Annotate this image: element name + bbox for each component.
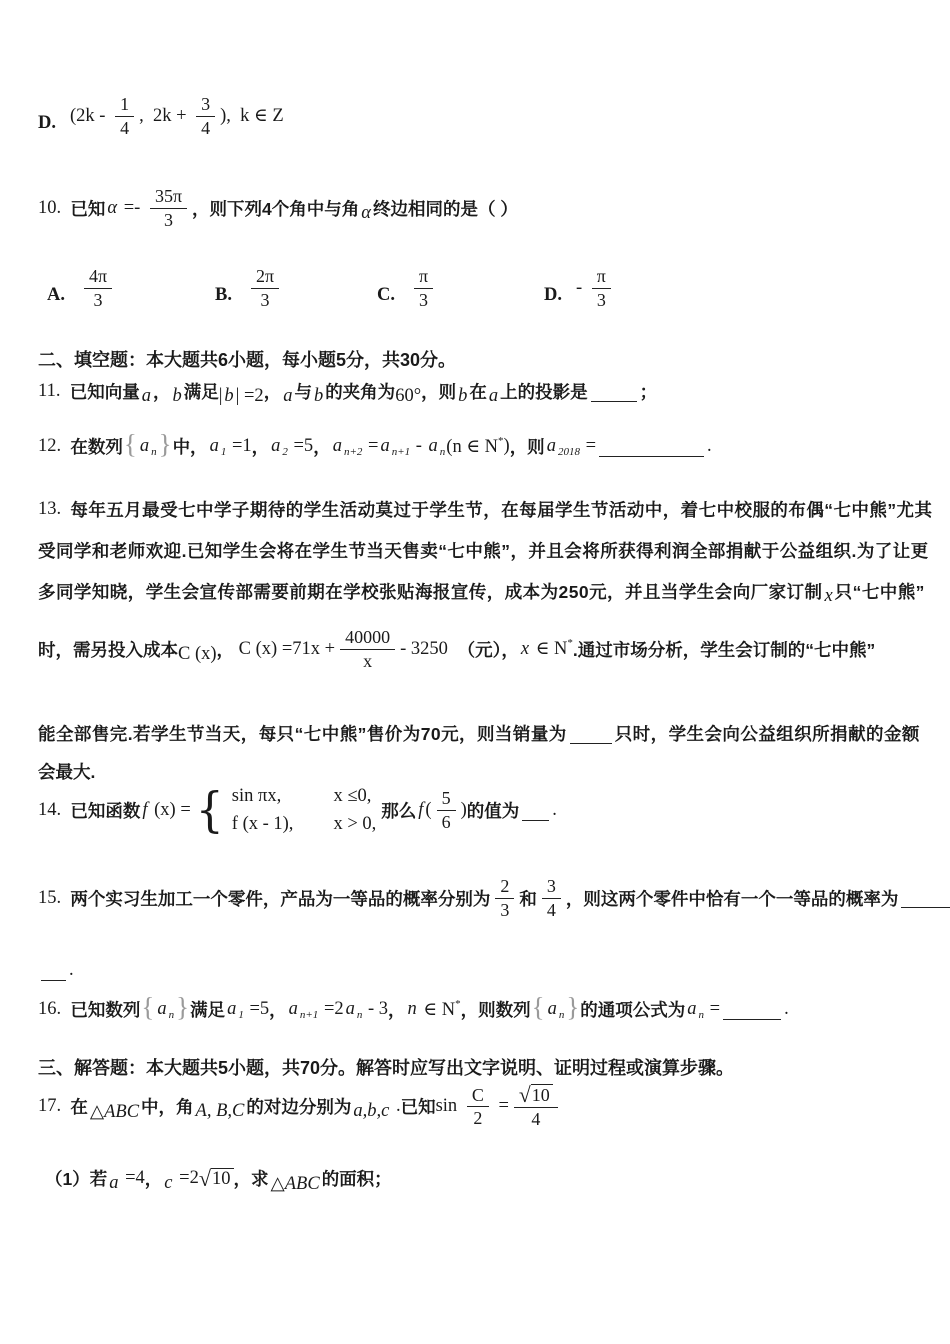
math-run: sin [435, 1096, 462, 1117]
question10-option-c [377, 266, 438, 310]
sequence-brace-icon: { [123, 429, 137, 459]
math-var: a [547, 999, 557, 1019]
math-run: C (x) =71x + [234, 638, 336, 659]
subscript: n [698, 1008, 705, 1021]
radical-icon: √ [518, 1083, 531, 1108]
subscript: n [558, 1008, 565, 1021]
text-run: 满足 [183, 382, 219, 402]
math-var: α [361, 202, 371, 223]
text-run: 能全部售完.若学生节当天，每只“七中熊”售价为70元，则当销量为 [38, 724, 567, 744]
question17-part1 [45, 1165, 392, 1194]
fraction-numerator: 4π [84, 266, 112, 289]
text-run: ，则这两个零件中恰有一个一等品的概率为 [565, 888, 899, 909]
text-run: ， [216, 639, 235, 660]
math-run: 11. [38, 381, 70, 401]
math-var: c [164, 1173, 173, 1193]
math-run: . [391, 1096, 401, 1117]
fraction-numerator: 40000 [340, 627, 395, 650]
text-run: ，求 [233, 1169, 269, 1189]
math-run: = [363, 436, 379, 456]
fraction-denominator: 4 [120, 117, 130, 138]
question13-line6 [38, 759, 95, 784]
math-var: a [209, 436, 219, 456]
answer-blank [41, 979, 66, 981]
fraction [467, 1085, 489, 1129]
question17-stem [38, 1084, 563, 1129]
text-run: 那么 [381, 801, 417, 821]
math-run: 60° [395, 386, 422, 406]
math-var: △ABC [270, 1173, 320, 1194]
subscript: n [168, 1008, 175, 1021]
answer-blank [901, 906, 950, 908]
option-label: B. [215, 285, 232, 306]
text-run: ， [269, 1000, 287, 1020]
math-var: a [687, 999, 697, 1019]
fraction-numerator: 1 [115, 94, 134, 117]
fraction-numerator: 2π [251, 266, 279, 289]
text-run: 的值为 [466, 801, 520, 821]
math-run: . [707, 436, 712, 456]
math-run: = [580, 436, 596, 456]
text-run: 中， [172, 437, 208, 457]
text-run: ， [388, 1000, 406, 1020]
math-run: (x) = [149, 800, 191, 820]
math-var: a [332, 436, 342, 456]
math-run: . [69, 960, 74, 980]
text-run: 满足 [190, 1000, 226, 1020]
fraction [340, 627, 395, 671]
math-var: a [488, 386, 499, 406]
question13-line1 [38, 497, 932, 522]
math-run: - [411, 436, 427, 456]
math-run: ) [460, 800, 467, 820]
fraction-denominator: x [363, 650, 373, 671]
fraction-denominator: 4 [201, 117, 211, 138]
math-run: - [576, 277, 587, 298]
subscript: 2 [282, 445, 288, 458]
math-var: a [283, 386, 293, 406]
math-run: (n ∈ N [446, 436, 499, 457]
math-var: a [109, 1173, 119, 1193]
math-run: =5 [288, 436, 314, 456]
math-run: ∈ N [531, 639, 568, 660]
math-run: , 2k + [139, 105, 192, 126]
answer-blank [591, 400, 637, 402]
math-var: b [172, 386, 182, 406]
answer-blank [723, 1018, 781, 1020]
math-var: a [345, 999, 355, 1019]
math-var: △ABC [89, 1101, 140, 1122]
question11 [38, 379, 657, 404]
fraction [542, 876, 561, 920]
math-run: ∈ N [418, 999, 456, 1020]
case-entry: sin πx, [231, 786, 282, 806]
math-var: A, B,C [195, 1101, 245, 1122]
fraction [150, 186, 187, 230]
math-var: a [428, 436, 438, 456]
text-run: 多同学知晓，学生会宣传部需要前期在学校张贴海报宣传，成本为250元，并且当学生会向厂家订制 [38, 582, 823, 602]
math-run: | [218, 386, 223, 406]
text-run: 两个实习生加工一个零件，产品为一等品的概率分别为 [70, 888, 491, 909]
math-var: a [157, 999, 167, 1019]
math-run: (2k - [70, 105, 111, 126]
text-run: 已知向量 [69, 382, 140, 402]
text-run: 和 [519, 888, 537, 909]
subscript: 1 [220, 445, 227, 458]
math-var: f [142, 800, 148, 820]
math-run: =1 [227, 436, 252, 456]
text-run: 与 [294, 382, 312, 402]
math-var: a [288, 999, 298, 1019]
fraction-denominator: 4 [531, 1108, 541, 1129]
fraction-denominator: 4 [546, 899, 556, 920]
math-run: 10. [38, 197, 71, 218]
math-run: 16. [38, 999, 71, 1019]
text-run: 上的投影是 [500, 382, 588, 402]
superscript: * [567, 637, 573, 650]
text-run: ，则 [509, 437, 545, 457]
question10-option-b [215, 266, 284, 310]
math-run: 17. [38, 1096, 71, 1117]
question10-option-d [544, 266, 616, 310]
math-run: 14. [38, 800, 71, 820]
math-var: n [407, 999, 417, 1019]
question10-option-a [47, 266, 117, 310]
fraction-numerator: 5 [437, 788, 456, 811]
text-run: 在 [469, 382, 487, 402]
fraction-numerator: 35π [150, 186, 187, 209]
math-run: =2 [174, 1168, 199, 1188]
text-run: 会最大. [38, 762, 96, 782]
heading-text: 二、填空题：本大题共6小题，每小题5分，共30分。 [38, 350, 457, 370]
text-run: 的面积； [321, 1169, 392, 1189]
subscript: n+1 [391, 445, 411, 458]
fraction-numerator: C [467, 1085, 489, 1108]
text-run: ， [251, 437, 270, 457]
text-run: 在数列 [70, 437, 123, 457]
math-var: a [546, 436, 556, 456]
math-run: = [493, 1096, 509, 1117]
math-run: ), k ∈ Z [220, 106, 284, 127]
math-run: ( [425, 800, 432, 820]
fraction [495, 876, 514, 920]
math-run: =5 [244, 999, 270, 1019]
fraction-denominator: 6 [441, 812, 451, 832]
text-run: ； [639, 382, 658, 402]
option-label: A. [47, 285, 65, 306]
fraction [592, 266, 611, 310]
fraction [514, 1084, 558, 1129]
option-label: D. [544, 285, 562, 306]
math-var: a [380, 436, 390, 456]
radicand-text: 10 [211, 1168, 234, 1189]
case-entry: x > 0, [333, 814, 377, 834]
option-label: C. [377, 285, 395, 306]
math-var: x [520, 638, 530, 659]
math-run: =- [119, 197, 145, 218]
math-var: b [313, 386, 324, 406]
text-run: 的对边分别为 [246, 1097, 352, 1118]
sqrt-expression [198, 1165, 234, 1191]
text-run: ，则数列 [460, 1000, 531, 1020]
math-var: a [227, 999, 237, 1019]
math-var: a,b,c [353, 1101, 390, 1122]
subscript: 1 [238, 1008, 244, 1021]
text-run: （元）， [447, 639, 519, 660]
math-run: - 3250 [400, 638, 448, 659]
text-run: 中，角 [141, 1097, 194, 1118]
question12 [38, 429, 712, 460]
case-entry: f (x - 1), [231, 814, 294, 834]
math-var: a [141, 386, 151, 406]
question13-cost-formula-line [38, 627, 875, 671]
text-run: 在 [70, 1097, 88, 1118]
section3-header [38, 1054, 734, 1080]
math-var: b [224, 386, 234, 406]
option-label: D. [38, 113, 56, 134]
fraction-denominator: 3 [500, 899, 510, 920]
sequence-brace-icon: } [176, 992, 190, 1022]
text-run: 只“七中熊” [834, 582, 925, 602]
radicand-text: 10 [531, 1084, 553, 1106]
sequence-brace-icon: } [566, 992, 580, 1022]
superscript: * [455, 997, 461, 1010]
fraction-numerator: π [592, 266, 611, 289]
math-run: . [552, 800, 557, 820]
fraction-numerator: 3 [196, 94, 215, 117]
fraction-denominator: 3 [419, 289, 429, 310]
superscript: * [498, 434, 504, 447]
math-run: . [784, 999, 789, 1019]
fraction-numerator: π [414, 266, 433, 289]
math-run: C (x) [178, 643, 217, 664]
question13-line3 [38, 579, 925, 604]
text-run: 已知数列 [70, 1000, 141, 1020]
question16 [38, 992, 789, 1023]
case-entry: x ≤0, [333, 786, 372, 806]
fraction-denominator: 3 [596, 289, 606, 310]
math-var: a [271, 436, 281, 456]
heading-text: 三、解答题：本大题共5小题，共70分。解答时应写出文字说明、证明过程或演算步骤。 [38, 1058, 735, 1078]
math-run: 15. [38, 887, 71, 908]
text-run: ，则下列4个角中与角 [192, 198, 360, 219]
text-run: ， [144, 1169, 163, 1189]
text-run: .通过市场分析，学生会订制的“七中熊” [572, 639, 876, 660]
text-run: 的夹角为 [325, 382, 396, 402]
subscript: 2018 [557, 445, 580, 458]
text-run: 已知 [400, 1097, 436, 1118]
math-run: =2 [319, 999, 344, 1019]
text-run: 的通项公式为 [580, 1000, 686, 1020]
math-run: 13. [38, 499, 71, 519]
subscript: n+2 [343, 445, 363, 458]
text-run: ， [152, 382, 171, 402]
text-run: 终边相同的是（ ） [373, 198, 518, 219]
subscript: n [439, 445, 446, 458]
fraction-numerator: 2 [495, 876, 514, 899]
fraction-numerator [514, 1084, 558, 1108]
math-var: x [824, 586, 833, 606]
question15-line1 [38, 876, 950, 920]
math-run: 12. [38, 436, 71, 456]
math-var: b [458, 386, 468, 406]
math-run: =4 [120, 1168, 145, 1188]
text-run: （1）若 [45, 1169, 108, 1189]
fraction [115, 94, 134, 138]
section2-header [38, 346, 456, 372]
text-run: 只时，学生会向公益组织所捐献的金额 [614, 724, 920, 744]
answer-blank [599, 455, 704, 457]
math-run: = [705, 999, 721, 1019]
fraction [414, 266, 433, 310]
fraction-denominator: 3 [260, 289, 270, 310]
math-run: ) [503, 436, 510, 456]
question13-line5 [38, 721, 920, 746]
text-run: 已知 [70, 198, 106, 219]
question14 [38, 782, 557, 838]
fraction [196, 94, 215, 138]
cases-grid [232, 786, 376, 835]
text-run: 受同学和老师欢迎.已知学生会将在学生节当天售卖“七中熊”，并且会将所获得利润全部捐献于公益组织.为了让更 [38, 541, 929, 561]
subscript: n [151, 445, 157, 458]
subscript: n [356, 1008, 363, 1021]
sequence-brace-icon: { [531, 992, 545, 1022]
question15-line2 [38, 960, 74, 981]
fraction [251, 266, 279, 310]
fraction-denominator: 3 [93, 289, 103, 310]
text-run: 每年五月最受七中学子期待的学生活动莫过于学生节，在每届学生节活动中，着七中校服的布偶“七中熊”尤其 [70, 500, 933, 520]
fraction-denominator: 3 [164, 209, 173, 230]
fraction [84, 266, 112, 310]
radical-icon: √ [198, 1165, 212, 1191]
text-run: ， [263, 382, 282, 402]
question9-option-d [38, 94, 284, 138]
fraction [437, 788, 456, 832]
answer-blank [570, 742, 612, 744]
math-var: f [418, 800, 424, 820]
piecewise-cases [195, 782, 377, 838]
question13-line2 [38, 538, 929, 563]
text-run: 时，需另投入成本 [38, 639, 178, 660]
math-var: α [107, 197, 118, 218]
question10-stem [38, 186, 518, 230]
text-run: 已知函数 [70, 801, 141, 821]
text-run: ， [313, 437, 331, 457]
cases-brace-icon: { [195, 782, 224, 838]
math-var: a [139, 436, 150, 456]
answer-blank [522, 819, 549, 821]
fraction-denominator: 2 [473, 1108, 483, 1129]
text-run: ，则 [421, 382, 457, 402]
sequence-brace-icon: { [141, 992, 155, 1022]
subscript: n+1 [299, 1008, 319, 1021]
math-run: | =2 [235, 386, 264, 406]
fraction-numerator: 3 [542, 876, 561, 899]
sequence-brace-icon: } [158, 429, 172, 459]
math-run: - 3 [363, 999, 389, 1019]
